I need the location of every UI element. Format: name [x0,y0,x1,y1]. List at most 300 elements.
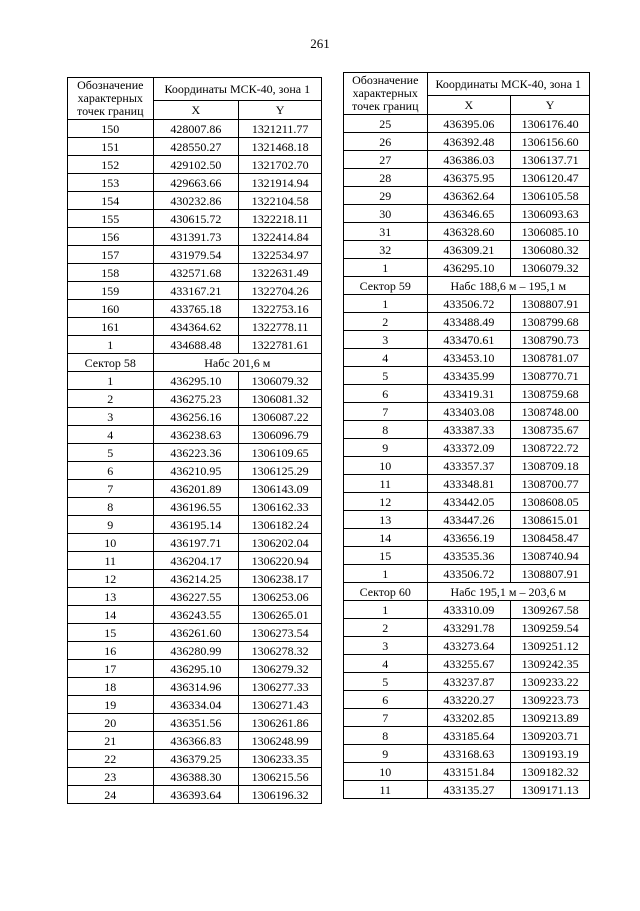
table-row [344,223,590,241]
y-coordinate: 1306233.35 [239,750,322,768]
y-coordinate: 1322631.49 [239,264,322,282]
y-coordinate: 1306162.33 [239,498,322,516]
x-coordinate: 436334.04 [153,696,239,714]
x-coordinate: 433237.87 [427,673,511,691]
point-number: 8 [68,498,154,516]
y-coordinate: 1308735.67 [511,421,590,439]
x-coordinate: 431979.54 [153,246,239,264]
x-coordinate: 433387.33 [427,421,511,439]
y-coordinate: 1321702.70 [239,156,322,174]
y-coordinate: 1308458.47 [511,529,590,547]
table-row [344,133,590,151]
y-coordinate: 1308759.68 [511,385,590,403]
x-coordinate: 433135.27 [427,781,511,799]
table-row [344,169,590,187]
table-row [68,336,322,354]
sector-name: Сектор 58 [68,354,154,372]
table-row [344,115,590,133]
point-number: 5 [344,673,428,691]
y-coordinate: 1306080.32 [511,241,590,259]
x-coordinate: 433442.05 [427,493,511,511]
table-row [68,606,322,624]
y-coordinate: 1306253.06 [239,588,322,606]
x-coordinate: 436388.30 [153,768,239,786]
x-coordinate: 436223.36 [153,444,239,462]
x-coordinate: 436346.65 [427,205,511,223]
point-number: 11 [344,781,428,799]
y-coordinate: 1308799.68 [511,313,590,331]
point-number: 31 [344,223,428,241]
table-body [68,120,322,804]
table-row [68,570,322,588]
x-coordinate: 433185.64 [427,727,511,745]
point-number: 18 [68,678,154,696]
table-row [344,511,590,529]
point-number: 157 [68,246,154,264]
sector-row [344,583,590,601]
point-number: 12 [68,570,154,588]
sector-elevation-range: Набс 188,6 м – 195,1 м [427,277,589,295]
x-coordinate: 431391.73 [153,228,239,246]
point-number: 153 [68,174,154,192]
point-number: 30 [344,205,428,223]
point-number: 20 [68,714,154,732]
table-row [344,259,590,277]
y-coordinate: 1309171.13 [511,781,590,799]
x-coordinate: 436201.89 [153,480,239,498]
point-number: 1 [344,565,428,583]
point-number: 3 [344,331,428,349]
x-coordinate: 436375.95 [427,169,511,187]
y-coordinate: 1306277.33 [239,678,322,696]
x-coordinate: 432571.68 [153,264,239,282]
table-row [68,372,322,390]
x-coordinate: 433220.27 [427,691,511,709]
table-row [68,732,322,750]
table-row [68,408,322,426]
y-coordinate: 1306079.32 [511,259,590,277]
point-number: 3 [68,408,154,426]
table-row [68,660,322,678]
x-coordinate: 429102.50 [153,156,239,174]
y-coordinate: 1306182.24 [239,516,322,534]
x-coordinate: 433255.67 [427,655,511,673]
x-coordinate: 436227.55 [153,588,239,606]
point-number: 2 [68,390,154,408]
table-row [68,138,322,156]
y-coordinate: 1308807.91 [511,565,590,583]
point-number: 158 [68,264,154,282]
x-coordinate: 433151.84 [427,763,511,781]
point-number: 156 [68,228,154,246]
table-row [344,547,590,565]
table-row [68,624,322,642]
y-coordinate: 1321468.18 [239,138,322,156]
table-row [344,313,590,331]
x-coordinate: 433167.21 [153,282,239,300]
y-coordinate: 1309259.54 [511,619,590,637]
table-row [344,781,590,799]
x-coordinate: 433310.09 [427,601,511,619]
y-coordinate: 1306079.32 [239,372,322,390]
y-column-header: Y [239,100,322,119]
table-row [344,403,590,421]
point-number: 4 [344,349,428,367]
x-coordinate: 433348.81 [427,475,511,493]
y-coordinate: 1309182.32 [511,763,590,781]
y-coordinate: 1306271.43 [239,696,322,714]
point-number: 6 [344,691,428,709]
point-designation-header: Обозначение характерных точек границ [68,78,154,120]
y-coordinate: 1322218.11 [239,210,322,228]
x-coordinate: 436295.10 [153,660,239,678]
x-coordinate: 436395.06 [427,115,511,133]
table-row [68,714,322,732]
point-number: 10 [344,763,428,781]
x-coordinate: 434688.48 [153,336,239,354]
table-row [68,750,322,768]
x-coordinate: 433470.61 [427,331,511,349]
y-coordinate: 1306202.04 [239,534,322,552]
x-coordinate: 433168.63 [427,745,511,763]
x-coordinate: 436261.60 [153,624,239,642]
table-row [344,727,590,745]
table-row [344,241,590,259]
x-coordinate: 433447.26 [427,511,511,529]
table-row [68,192,322,210]
table-row [68,588,322,606]
table-row [344,349,590,367]
y-coordinate: 1322753.16 [239,300,322,318]
y-coordinate: 1308700.77 [511,475,590,493]
x-coordinate: 433506.72 [427,295,511,313]
table-row [68,300,322,318]
y-coordinate: 1306215.56 [239,768,322,786]
table-row [344,475,590,493]
point-number: 10 [344,457,428,475]
table-row [68,156,322,174]
table-row [68,642,322,660]
y-coordinate: 1306265.01 [239,606,322,624]
table-row [344,709,590,727]
point-number: 27 [344,151,428,169]
x-coordinate: 428550.27 [153,138,239,156]
y-coordinate: 1306196.32 [239,786,322,804]
y-coordinate: 1306278.32 [239,642,322,660]
coordinates-table-left [67,77,322,804]
point-number: 24 [68,786,154,804]
y-coordinate: 1322704.26 [239,282,322,300]
y-coordinate: 1308790.73 [511,331,590,349]
x-coordinate: 433372.09 [427,439,511,457]
table-row [68,318,322,336]
table-row [344,763,590,781]
table-row [344,655,590,673]
x-coordinate: 433453.10 [427,349,511,367]
point-number: 32 [344,241,428,259]
table-row [68,696,322,714]
point-number: 11 [344,475,428,493]
point-number: 6 [344,385,428,403]
table-row [68,282,322,300]
y-coordinate: 1309213.89 [511,709,590,727]
table-row [344,205,590,223]
x-coordinate: 430615.72 [153,210,239,228]
table-row [344,439,590,457]
point-number: 159 [68,282,154,300]
table-row [344,745,590,763]
point-number: 9 [344,439,428,457]
table-row [68,462,322,480]
x-coordinate: 433202.85 [427,709,511,727]
y-coordinate: 1321914.94 [239,174,322,192]
y-coordinate: 1306093.63 [511,205,590,223]
x-coordinate: 436393.64 [153,786,239,804]
point-number: 14 [344,529,428,547]
y-coordinate: 1306156.60 [511,133,590,151]
point-number: 161 [68,318,154,336]
point-number: 12 [344,493,428,511]
y-coordinate: 1306096.79 [239,426,322,444]
point-number: 9 [344,745,428,763]
y-coordinate: 1306085.10 [511,223,590,241]
table-row [344,151,590,169]
coordinates-table-right [343,72,590,799]
table-row [68,444,322,462]
x-coordinate: 433403.08 [427,403,511,421]
point-number: 152 [68,156,154,174]
point-number: 25 [344,115,428,133]
sector-elevation-range: Набс 201,6 м [153,354,321,372]
x-coordinate: 433488.49 [427,313,511,331]
y-coordinate: 1309203.71 [511,727,590,745]
y-coordinate: 1306087.22 [239,408,322,426]
point-number: 15 [68,624,154,642]
x-coordinate: 436197.71 [153,534,239,552]
table-row [68,210,322,228]
point-number: 17 [68,660,154,678]
table-row [68,786,322,804]
y-coordinate: 1306120.47 [511,169,590,187]
x-coordinate: 436195.14 [153,516,239,534]
point-number: 29 [344,187,428,205]
table-row [344,529,590,547]
point-number: 7 [68,480,154,498]
x-coordinate: 436295.10 [427,259,511,277]
table-row [68,498,322,516]
x-coordinate: 436379.25 [153,750,239,768]
y-coordinate: 1306105.58 [511,187,590,205]
x-coordinate: 436280.99 [153,642,239,660]
table-row [68,264,322,282]
table-row [344,457,590,475]
x-coordinate: 433765.18 [153,300,239,318]
y-coordinate: 1308722.72 [511,439,590,457]
point-number: 4 [68,426,154,444]
point-number: 13 [68,588,154,606]
y-column-header: Y [511,95,590,114]
table-row [344,565,590,583]
table-row [344,295,590,313]
x-coordinate: 436392.48 [427,133,511,151]
y-coordinate: 1309193.19 [511,745,590,763]
x-coordinate: 436351.56 [153,714,239,732]
y-coordinate: 1308748.00 [511,403,590,421]
table-row [344,691,590,709]
table-row [68,120,322,138]
table-row [344,385,590,403]
x-coordinate: 436362.64 [427,187,511,205]
table-row [68,480,322,498]
x-coordinate: 433535.36 [427,547,511,565]
point-number: 21 [68,732,154,750]
y-coordinate: 1306273.54 [239,624,322,642]
table-row [68,516,322,534]
point-number: 151 [68,138,154,156]
point-number: 13 [344,511,428,529]
point-number: 5 [68,444,154,462]
sector-elevation-range: Набс 195,1 м – 203,6 м [427,583,589,601]
x-coordinate: 433656.19 [427,529,511,547]
coordinate-system-header: Координаты МСК-40, зона 1 [427,73,589,96]
table-row [68,174,322,192]
y-coordinate: 1308709.18 [511,457,590,475]
x-coordinate: 436275.23 [153,390,239,408]
table-row [344,493,590,511]
y-coordinate: 1308740.94 [511,547,590,565]
x-coordinate: 433291.78 [427,619,511,637]
y-coordinate: 1306125.29 [239,462,322,480]
x-coordinate: 436256.16 [153,408,239,426]
table-row [344,187,590,205]
point-number: 1 [344,601,428,619]
page-number: 261 [310,36,330,51]
x-coordinate: 436238.63 [153,426,239,444]
y-coordinate: 1306109.65 [239,444,322,462]
x-coordinate: 436196.55 [153,498,239,516]
x-coordinate: 436243.55 [153,606,239,624]
x-coordinate: 433435.99 [427,367,511,385]
table-body [344,115,590,799]
y-coordinate: 1306081.32 [239,390,322,408]
point-number: 16 [68,642,154,660]
x-coordinate: 436210.95 [153,462,239,480]
table-row [344,619,590,637]
table-row [344,331,590,349]
table-row [68,678,322,696]
x-coordinate: 436366.83 [153,732,239,750]
coordinate-system-header: Координаты МСК-40, зона 1 [153,78,321,101]
point-number: 8 [344,727,428,745]
table-row [344,421,590,439]
x-coordinate: 433506.72 [427,565,511,583]
point-number: 19 [68,696,154,714]
point-number: 11 [68,552,154,570]
point-number: 9 [68,516,154,534]
point-number: 150 [68,120,154,138]
point-number: 2 [344,619,428,637]
point-designation-header: Обозначение характерных точек границ [344,73,428,115]
point-number: 23 [68,768,154,786]
y-coordinate: 1309267.58 [511,601,590,619]
y-coordinate: 1322414.84 [239,228,322,246]
x-coordinate: 430232.86 [153,192,239,210]
y-coordinate: 1308608.05 [511,493,590,511]
point-number: 15 [344,547,428,565]
table-row [68,390,322,408]
x-coordinate: 428007.86 [153,120,239,138]
point-number: 1 [68,372,154,390]
x-coordinate: 436328.60 [427,223,511,241]
table-row [344,601,590,619]
x-coordinate: 436314.96 [153,678,239,696]
point-number: 1 [344,259,428,277]
x-column-header: X [153,100,239,119]
point-number: 14 [68,606,154,624]
x-coordinate: 433273.64 [427,637,511,655]
y-coordinate: 1308615.01 [511,511,590,529]
sector-name: Сектор 59 [344,277,428,295]
sector-row [344,277,590,295]
y-coordinate: 1308770.71 [511,367,590,385]
y-coordinate: 1306220.94 [239,552,322,570]
table-row [68,534,322,552]
y-coordinate: 1306261.86 [239,714,322,732]
table-row [344,367,590,385]
y-coordinate: 1306143.09 [239,480,322,498]
point-number: 26 [344,133,428,151]
point-number: 1 [68,336,154,354]
y-coordinate: 1309223.73 [511,691,590,709]
y-coordinate: 1306176.40 [511,115,590,133]
x-coordinate: 436386.03 [427,151,511,169]
x-coordinate: 433419.31 [427,385,511,403]
y-coordinate: 1306279.32 [239,660,322,678]
x-coordinate: 436204.17 [153,552,239,570]
point-number: 6 [68,462,154,480]
y-coordinate: 1321211.77 [239,120,322,138]
point-number: 28 [344,169,428,187]
table-row [68,552,322,570]
table-row [344,637,590,655]
x-coordinate: 433357.37 [427,457,511,475]
y-coordinate: 1309242.35 [511,655,590,673]
x-coordinate: 436214.25 [153,570,239,588]
point-number: 8 [344,421,428,439]
x-column-header: X [427,95,511,114]
y-coordinate: 1322534.97 [239,246,322,264]
x-coordinate: 434364.62 [153,318,239,336]
point-number: 160 [68,300,154,318]
table-row [344,673,590,691]
point-number: 7 [344,709,428,727]
point-number: 22 [68,750,154,768]
y-coordinate: 1322104.58 [239,192,322,210]
x-coordinate: 436295.10 [153,372,239,390]
point-number: 5 [344,367,428,385]
x-coordinate: 429663.66 [153,174,239,192]
sector-row [68,354,322,372]
point-number: 4 [344,655,428,673]
point-number: 1 [344,295,428,313]
table-row [68,228,322,246]
y-coordinate: 1309251.12 [511,637,590,655]
y-coordinate: 1309233.22 [511,673,590,691]
x-coordinate: 436309.21 [427,241,511,259]
point-number: 154 [68,192,154,210]
sector-name: Сектор 60 [344,583,428,601]
y-coordinate: 1308807.91 [511,295,590,313]
